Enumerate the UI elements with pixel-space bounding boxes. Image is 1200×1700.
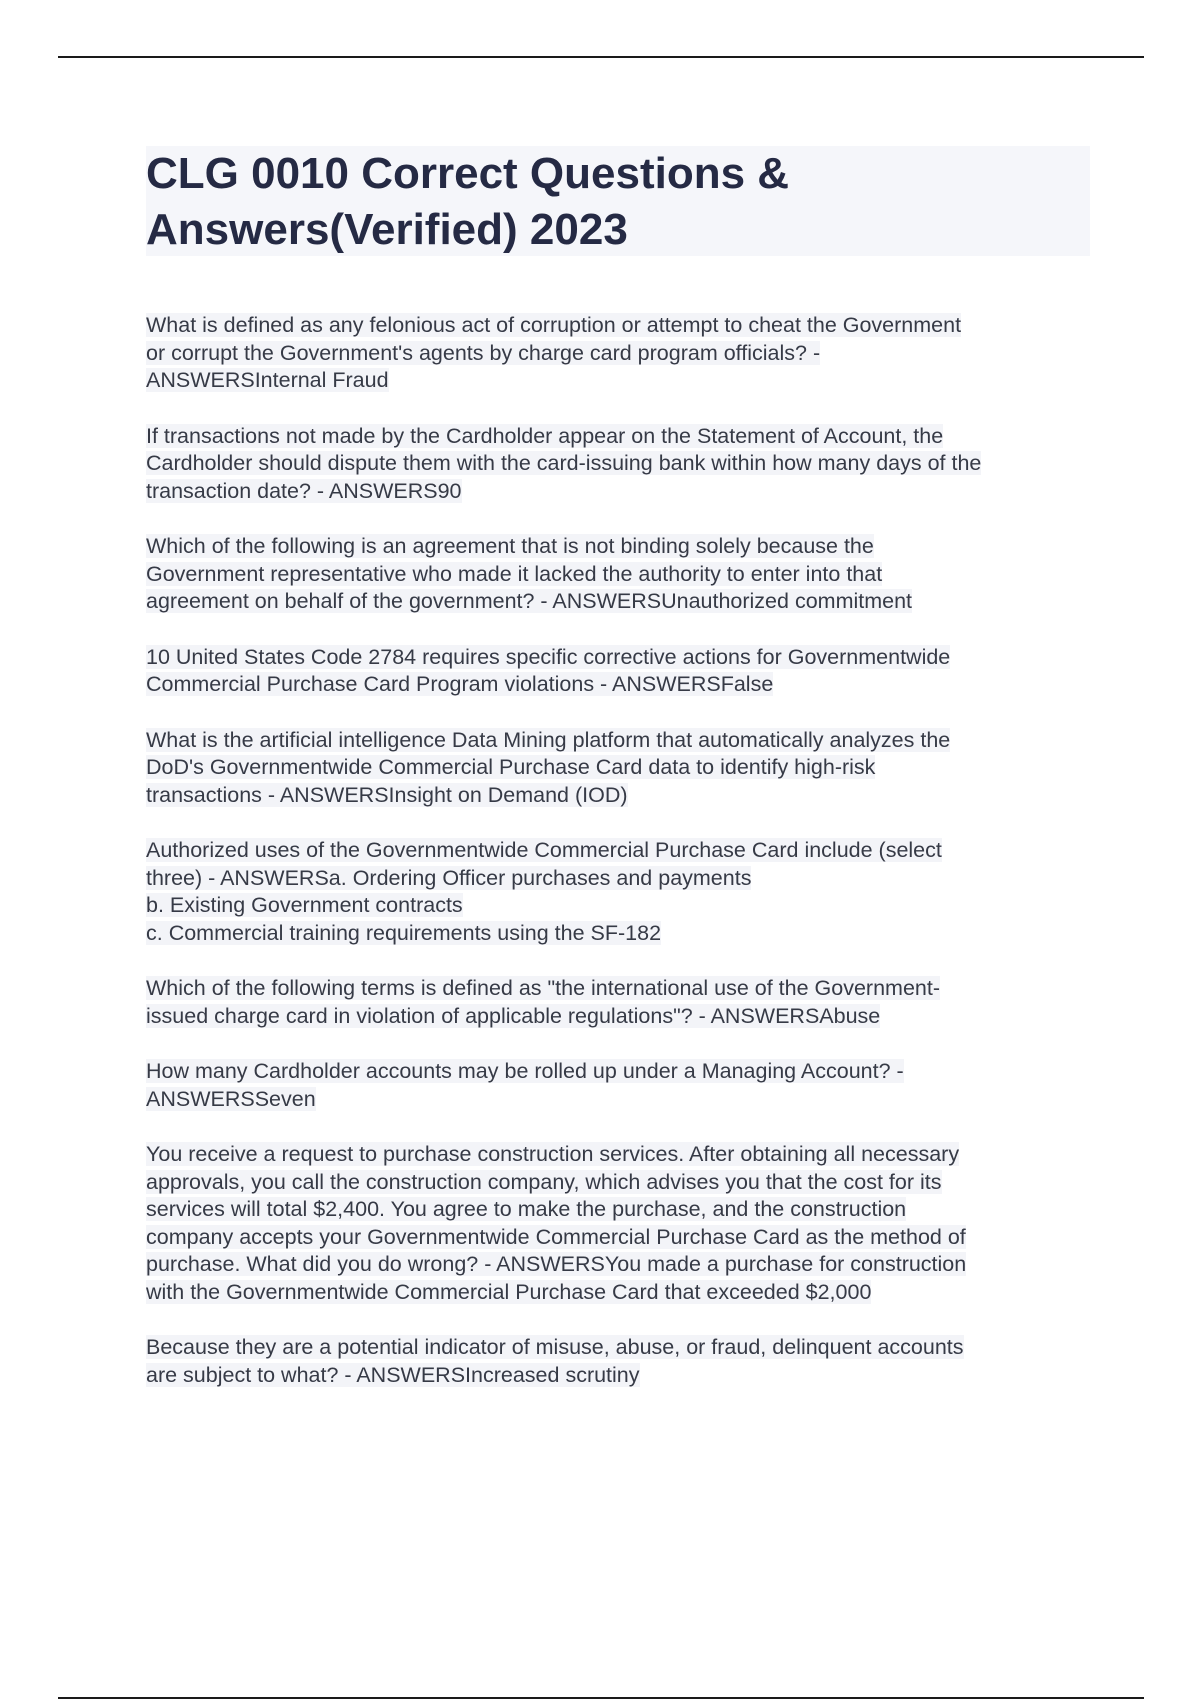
- qa-entry: [146, 837, 1090, 947]
- qa-text: You receive a request to purchase construction services. After obtaining all necessary approvals, you call the construction company, which advises you that the cost for its services will total $2,400. You agree to make the purchase, and the construction company accepts your Governmentwide Commercial Purchase Card as the method of purchase. What did you do wrong? - ANSWERSYou made a purchase for construction with the Governmentwide Commercial Purchase Card that exceeded $2,000: [146, 1142, 967, 1304]
- qa-entry: [146, 1334, 1090, 1389]
- qa-text: Which of the following is an agreement that is not binding solely because the Government representative who made it lacked the authority to enter into that agreement on behalf of the government? - ANSWERSUnauthorized commitment: [146, 534, 913, 613]
- qa-text: 10 United States Code 2784 requires specific corrective actions for Governmentwide Commercial Purchase Card Program violations - ANSWERSFalse: [146, 644, 951, 696]
- title-line-2: Answers(Verified) 2023: [146, 205, 628, 254]
- qa-text: Authorized uses of the Governmentwide Commercial Purchase Card include (select three) - ANSWERSa. Ordering Officer purchases and payments b. Existing Government contracts c. Commercial training requirements using the SF-182: [146, 838, 942, 945]
- qa-text: How many Cardholder accounts may be rolled up under a Managing Account? - ANSWERSSeven: [146, 1059, 904, 1111]
- qa-text: What is defined as any felonious act of corruption or attempt to cheat the Government or corrupt the Government's agents by charge card program officials? - ANSWERSInternal Fraud: [146, 313, 962, 392]
- qa-entry: [146, 644, 1090, 699]
- qa-entry: [146, 1141, 1090, 1306]
- document-title: [146, 146, 1090, 258]
- qa-entry: [146, 312, 1090, 395]
- qa-text: Which of the following terms is defined as "the international use of the Government- issued charge card in violation of applicable regulations"? - ANSWERSAbuse: [146, 976, 940, 1028]
- qa-entry: [146, 533, 1090, 616]
- qa-entry: [146, 1058, 1090, 1113]
- title-block: [146, 146, 1090, 256]
- qa-text: If transactions not made by the Cardholder appear on the Statement of Account, the Cardholder should dispute them with the card-issuing bank within how many days of the transaction date? - ANSWERS90: [146, 423, 982, 503]
- bottom-divider: [58, 1697, 1144, 1699]
- qa-entry: [146, 423, 1090, 506]
- qa-entry: [146, 975, 1090, 1030]
- qa-text: What is the artificial intelligence Data Mining platform that automatically analyzes the DoD's Governmentwide Commercial Purchase Card data to identify high-risk transactions - ANSWERSInsight on Demand (IOD): [146, 727, 951, 807]
- qa-list: [146, 312, 1090, 1389]
- qa-entry: [146, 727, 1090, 810]
- top-divider: [58, 56, 1144, 58]
- document-content: [146, 146, 1090, 1417]
- qa-text: Because they are a potential indicator of misuse, abuse, or fraud, delinquent accounts are subject to what? - ANSWERSIncreased scrutiny: [146, 1335, 964, 1387]
- title-line-1: CLG 0010 Correct Questions &: [146, 149, 790, 198]
